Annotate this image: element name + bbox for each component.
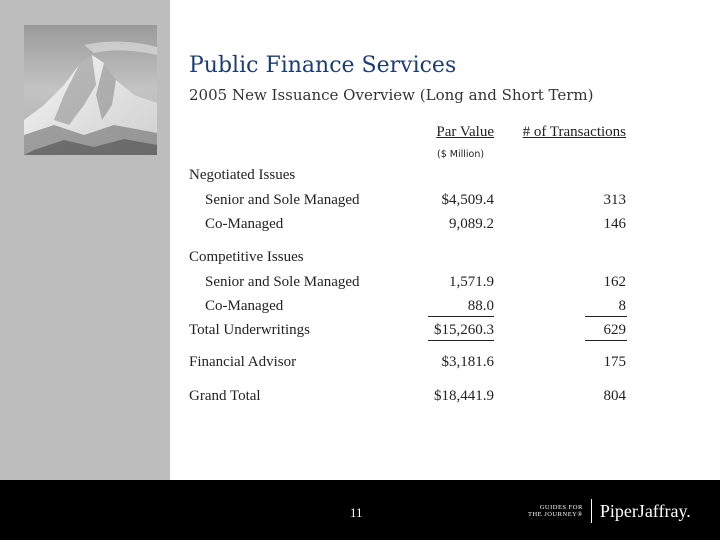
total-underline-par: [428, 340, 494, 341]
section-label-negotiated: Negotiated Issues: [189, 167, 296, 183]
value-negotiated-co-tx: 146: [603, 216, 626, 232]
tagline-line-2: THE JOURNEY®: [528, 511, 583, 518]
logo-separator: [591, 499, 592, 523]
mountain-photo: [24, 25, 157, 155]
value-competitive-co-par: 88.0: [467, 298, 494, 314]
subtotal-underline-par: [428, 316, 494, 317]
value-grand-total-par: $18,441.9: [434, 388, 494, 404]
tagline: [528, 504, 583, 518]
page-subtitle: 2005 New Issuance Overview (Long and Short Term): [189, 86, 594, 104]
value-total-underwritings-par: $15,260.3: [434, 322, 494, 338]
page-number: 11: [350, 505, 363, 520]
subtotal-underline-tx: [585, 316, 627, 317]
value-financial-advisor-tx: 175: [603, 354, 626, 370]
row-label-grand-total: Grand Total: [189, 388, 261, 404]
value-negotiated-senior-tx: 313: [603, 192, 626, 208]
column-header-transactions: # of Transactions: [522, 124, 626, 140]
value-financial-advisor-par: $3,181.6: [441, 354, 494, 370]
total-underline-tx: [585, 340, 627, 341]
column-header-par-value: Par Value: [436, 124, 494, 140]
tagline-line-1: GUIDES FOR: [539, 504, 583, 511]
row-label-competitive-co: Co-Managed: [205, 298, 284, 314]
section-label-competitive: Competitive Issues: [189, 249, 304, 265]
value-grand-total-tx: 804: [603, 388, 626, 404]
value-total-underwritings-tx: 629: [603, 322, 626, 338]
row-label-financial-advisor: Financial Advisor: [189, 354, 297, 370]
left-sidebar: [0, 0, 170, 480]
value-negotiated-senior-par: $4,509.4: [441, 192, 494, 208]
brand-name: PiperJaffray.: [599, 500, 691, 521]
brand-logo: [528, 497, 691, 525]
row-label-negotiated-senior: Senior and Sole Managed: [205, 192, 360, 208]
value-competitive-co-tx: 8: [618, 298, 626, 314]
value-competitive-senior-tx: 162: [603, 274, 626, 290]
row-label-negotiated-co: Co-Managed: [205, 216, 284, 232]
page-title: Public Finance Services: [189, 53, 457, 78]
units-label: ($ Million): [437, 149, 485, 160]
value-negotiated-co-par: 9,089.2: [449, 216, 494, 232]
row-label-competitive-senior: Senior and Sole Managed: [205, 274, 360, 290]
value-competitive-senior-par: 1,571.9: [449, 274, 494, 290]
row-label-total-underwritings: Total Underwritings: [189, 322, 311, 338]
